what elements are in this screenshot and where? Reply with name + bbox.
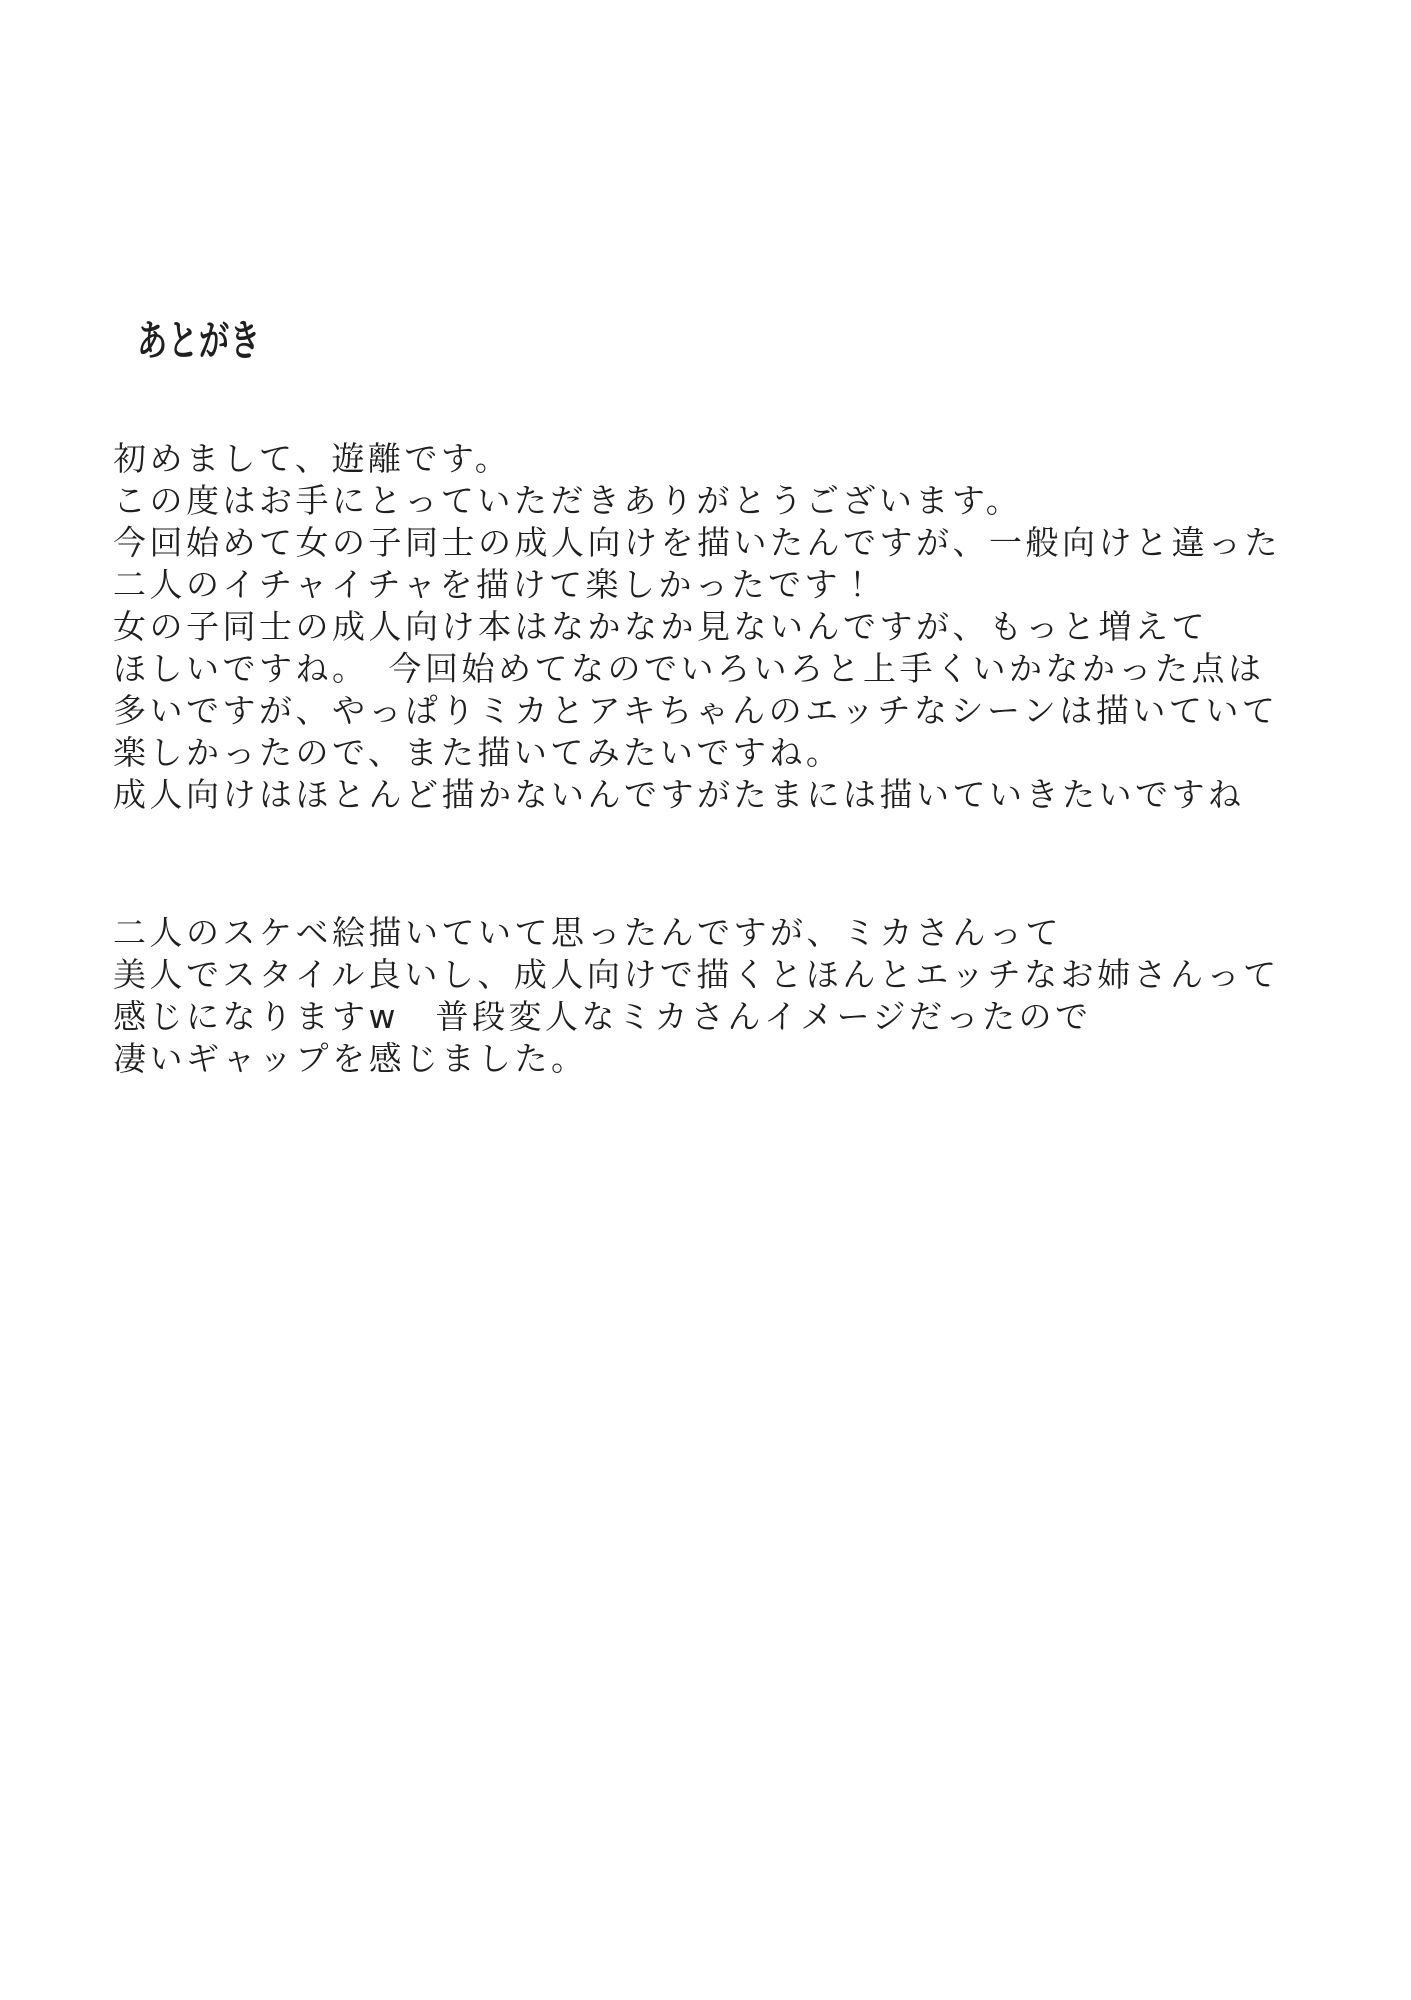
text-line: 成人向けはほとんど描かないんですがたまには描いていきたいですね [113, 775, 1245, 814]
text-line: ほしいですね。 今回始めてなのでいろいろと上手くいかなかった点は [113, 649, 1265, 688]
text-line: 女の子同士の成人向け本はなかなか見ないんですが、もっと増えて [113, 607, 1208, 646]
afterword-paragraph-1 [113, 438, 1281, 816]
text-line: 二人のイチャイチャを描けて楽しかったです！ [113, 565, 878, 604]
text-line: 楽しかったので、また描いてみたいですね。 [113, 733, 843, 772]
text-line: 美人でスタイル良いし、成人向けで描くとほんとエッチなお姉さんって [113, 955, 1280, 994]
text-line: 凄いギャップを感じました。 [113, 1039, 588, 1078]
text-line: 二人のスケベ絵描いていて思ったんですが、ミカさんって [113, 913, 1062, 952]
text-line: この度はお手にとっていただきありがとうございます。 [113, 481, 1023, 520]
afterword-paragraph-2 [113, 912, 1280, 1080]
text-line: 感じになりますw 普段変人なミカさんイメージだったので [113, 997, 1092, 1036]
text-line: 多いですが、やっぱりミカとアキちゃんのエッチなシーンは描いていて [113, 691, 1279, 730]
page-title: あとがき [137, 316, 261, 365]
text-line: 今回始めて女の子同士の成人向けを描いたんですが、一般向けと違った [113, 523, 1281, 562]
text-line: 初めまして、遊離です。 [113, 439, 512, 478]
